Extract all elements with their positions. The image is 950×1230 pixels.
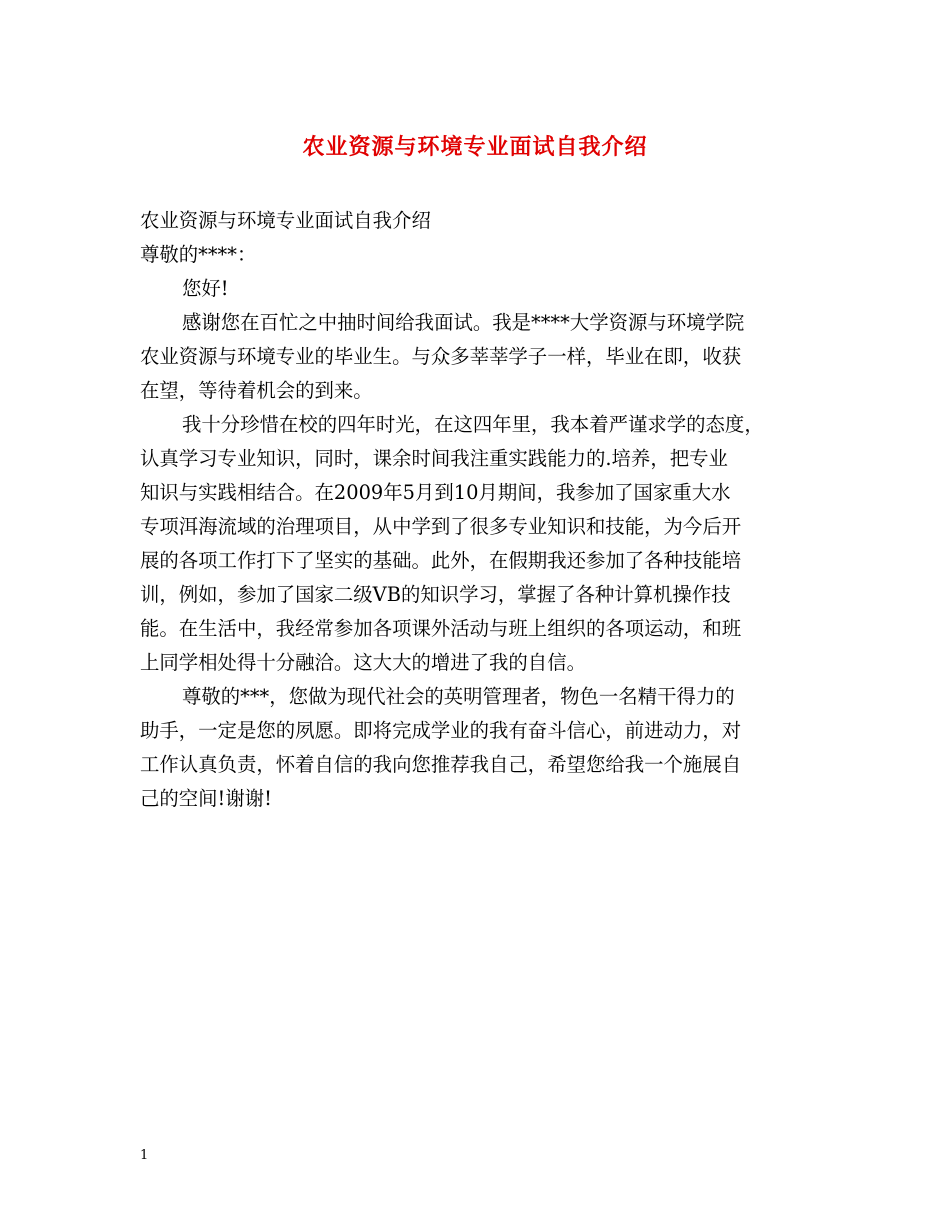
body-line: 尊敬的***，您做为现代社会的英明管理者，物色一名精干得力的 [182, 685, 735, 708]
body-line-subtitle: 农业资源与环境专业面试自我介绍 [140, 209, 431, 232]
body-line: 工作认真负责，怀着自信的我向您推荐我自己，希望您给我一个施展自 [140, 753, 742, 776]
body-line: 展的各项工作打下了坚实的基础。此外，在假期我还参加了各种技能培 [140, 549, 742, 572]
body-line: 上同学相处得十分融洽。这大大的增进了我的自信。 [140, 651, 586, 674]
body-line: 专项洱海流域的治理项目，从中学到了很多专业知识和技能，为今后开 [140, 515, 742, 538]
body-line: 我十分珍惜在校的四年时光，在这四年里，我本着严谨求学的态度， [182, 413, 764, 436]
body-line: 在望，等待着机会的到来。 [140, 379, 373, 402]
page-number: 1 [140, 1148, 149, 1163]
body-line: 己的空间!谢谢! [140, 787, 272, 810]
body-line: 知识与实践相结合。在2009年5月到10月期间，我参加了国家重大水 [140, 481, 731, 504]
body-line: 认真学习专业知识，同时，课余时间我注重实践能力的.培养，把专业 [140, 447, 728, 470]
body-line: 感谢您在百忙之中抽时间给我面试。我是****大学资源与环境学院 [182, 311, 745, 334]
body-line: 助手，一定是您的夙愿。即将完成学业的我有奋斗信心，前进动力，对 [140, 719, 742, 742]
body-line: 训，例如，参加了国家二级VB的知识学习，掌握了各种计算机操作技 [140, 583, 731, 606]
body-line-greeting: 您好! [182, 277, 229, 300]
body-line: 能。在生活中，我经常参加各项课外活动与班上组织的各项运动，和班 [140, 617, 742, 640]
document-title: 农业资源与环境专业面试自我介绍 [302, 134, 648, 160]
document-body [140, 204, 816, 816]
body-line-salutation: 尊敬的****： [140, 243, 257, 266]
body-line: 农业资源与环境专业的毕业生。与众多莘莘学子一样，毕业在即，收获 [140, 345, 742, 368]
